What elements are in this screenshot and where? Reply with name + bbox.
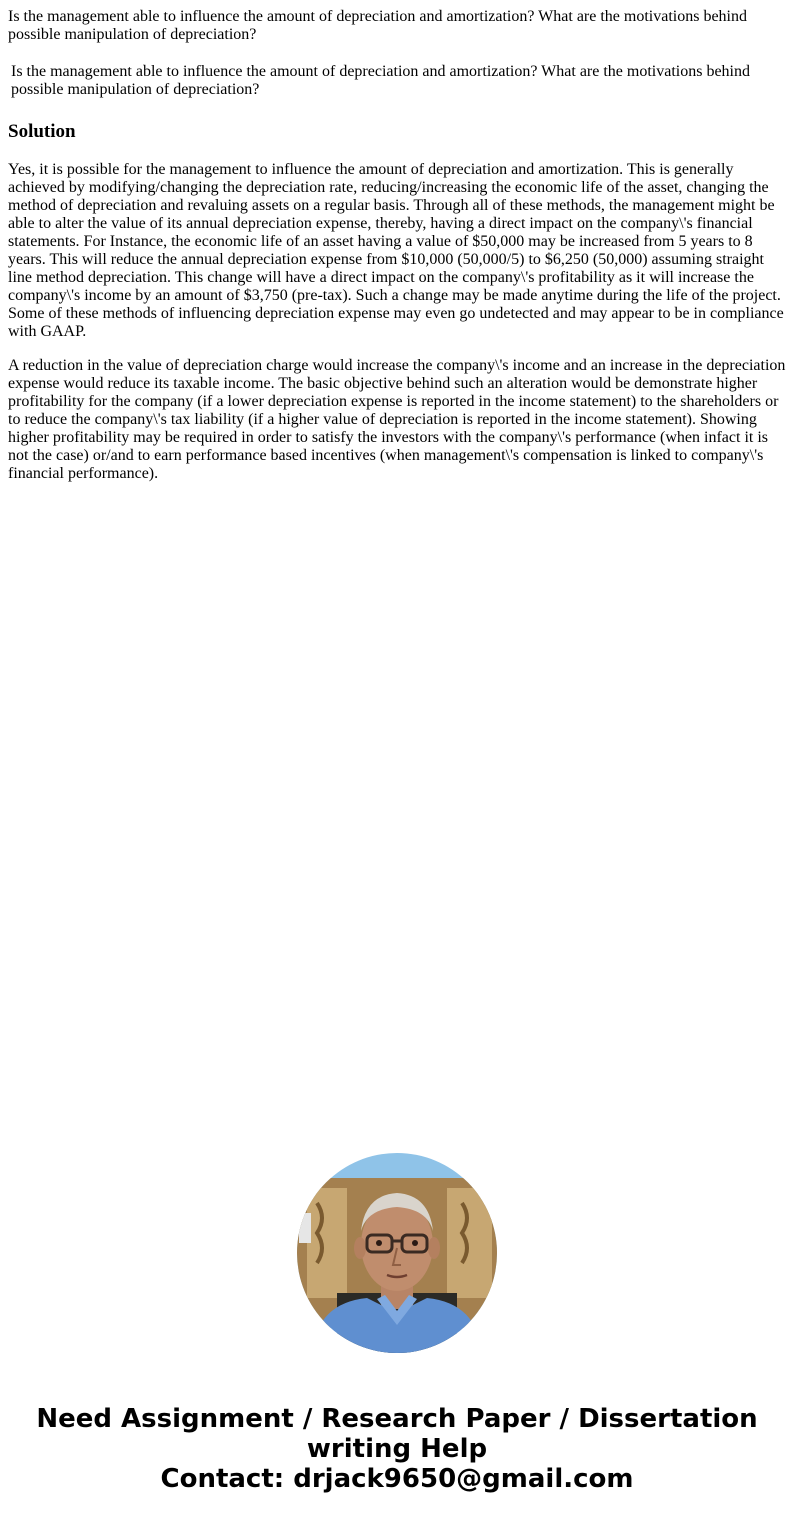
answer-paragraph-1: Yes, it is possible for the management to influence the amount of depreciation and amortization. This is generally achieved by modifying/changing the depreciation rate, reducing/increasing the economic life of the asset, changing the method of depreciation and revaluing assets on a regular basis. Through all of these methods, the management might be able to alter the value of its annual depreciation expense, thereby, having a direct impact on the company\'s financial statements. For Instance, the economic life of an asset having a value of $50,000 may be increased from 5 years to 8 years. This will reduce the annual depreciation expense from $10,000 (50,000/5) to $6,250 (50,000) assuming straight line method depreciation. This change will have a direct impact on the company\'s profitability as it will increase the company\'s income by an amount of $3,750 (pre-tax). Such a change may be made anytime during the life of the project. Some of these methods of influencing depreciation expense may even go undetected and may appear to be in compliance with GAAP. [8,161,784,340]
answer-paragraph-2: A reduction in the value of depreciation charge would increase the company\'s income and an increase in the depreciation expense would reduce its taxable income. The basic objective behind such an alteration would be demonstrate higher profitability for the company (if a lower depreciation expense is reported in the income statement) to the shareholders or to reduce the company\'s tax liability (if a higher value of depreciation is reported in the income statement). Showing higher profitability may be required in order to satisfy the investors with the company\'s performance (when infact it is not the case) or/and to earn performance based incentives (when management\'s compensation is linked to company\'s financial performance). [8,357,786,482]
document-body [8,8,788,499]
question-text: Is the management able to influence the amount of depreciation and amortization? What are the motivations behind possible manipulation of depreciation? [8,8,747,43]
solution-heading: Solution [8,121,76,142]
author-avatar [297,1153,497,1353]
promo-line-2: writing Help [306,1434,488,1464]
promo-banner [0,1404,794,1494]
promo-line-1: Need Assignment / Research Paper / Dissertation [36,1404,758,1434]
question-repeat-text: Is the management able to influence the amount of depreciation and amortization? What are the motivations behind possible manipulation of depreciation? [11,63,750,98]
promo-contact: Contact: drjack9650@gmail.com [160,1464,634,1494]
